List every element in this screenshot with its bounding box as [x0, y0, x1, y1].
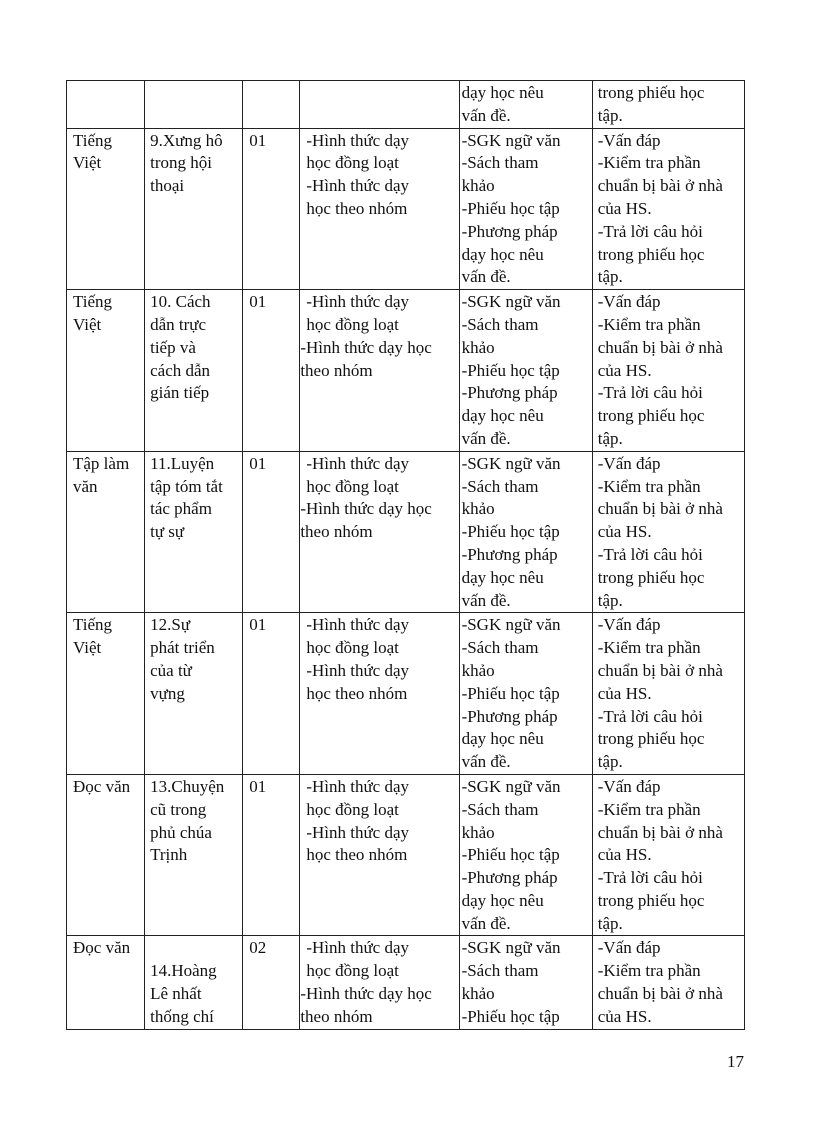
- cell-text-line: vấn đề.: [461, 913, 511, 933]
- cell-text-line: -Vấn đáp: [597, 615, 661, 635]
- cell-text-line: chuẩn bị bài ở nhà: [597, 822, 723, 842]
- cell-text-line: khảo: [461, 984, 495, 1004]
- cell-text-line: -Hình thức dạy: [306, 292, 410, 312]
- cell-text-line: -Sách tham: [461, 314, 539, 334]
- page-number: 17: [727, 1052, 744, 1071]
- cell-text-line: -Phiếu học tập: [461, 522, 560, 542]
- cell-text-line: Lê nhất: [150, 984, 202, 1004]
- lesson-cell: [145, 451, 243, 613]
- cell-text-line: thoại: [150, 176, 185, 196]
- cell-text-line: -Hình thức dạy: [306, 130, 410, 150]
- cell-text-line: tập.: [597, 105, 623, 125]
- cell-text-line: vựng: [150, 683, 185, 703]
- periods-cell: [243, 613, 300, 775]
- cell-text-line: Tiếng: [73, 292, 113, 312]
- table-row: [67, 451, 745, 613]
- cell-text-line: -Vấn đáp: [597, 292, 661, 312]
- table-row: [67, 81, 745, 129]
- cell-text-line: 14.Hoàng: [150, 961, 217, 981]
- periods-cell: [243, 290, 300, 452]
- cell-text-line: -Trả lời câu hỏi: [597, 868, 703, 888]
- cell-text-line: theo nhóm: [300, 360, 373, 380]
- cell-text-line: -Sách tham: [461, 799, 539, 819]
- cell-text-line: -Phiếu học tập: [461, 198, 560, 218]
- periods-cell: [243, 774, 300, 936]
- cell-text-line: học đồng loạt: [306, 314, 399, 334]
- cell-text-line: chuẩn bị bài ở nhà: [597, 660, 723, 680]
- cell-text-line: dạy học nêu: [461, 244, 544, 264]
- assessment-cell: [592, 81, 744, 129]
- cell-text-line: -Sách tham: [461, 961, 539, 981]
- cell-text-line: học đồng loạt: [306, 153, 399, 173]
- cell-text-line: -Hình thức dạy: [306, 176, 410, 196]
- cell-text-line: Việt: [73, 153, 102, 173]
- cell-text-line: khảo: [461, 822, 495, 842]
- cell-text-line: -Phương pháp: [461, 706, 558, 726]
- cell-text-line: -Phiếu học tập: [461, 845, 560, 865]
- cell-text-line: chuẩn bị bài ở nhà: [597, 499, 723, 519]
- cell-text-line: của HS.: [597, 360, 652, 380]
- cell-text-line: -Sách tham: [461, 476, 539, 496]
- cell-text-line: -Kiểm tra phần: [597, 961, 701, 981]
- periods-cell: [243, 451, 300, 613]
- cell-text-line: của HS.: [597, 845, 652, 865]
- cell-text-line: của HS.: [597, 522, 652, 542]
- cell-text-line: -Kiểm tra phần: [597, 476, 701, 496]
- cell-text-line: theo nhóm: [300, 1006, 373, 1026]
- cell-text-line: dạy học nêu: [461, 406, 544, 426]
- materials-cell: [459, 936, 592, 1029]
- cell-text-line: -Sách tham: [461, 153, 539, 173]
- cell-text-line: -Hình thức dạy: [306, 453, 410, 473]
- cell-text-line: dạy học nêu: [461, 729, 544, 749]
- cell-text-line: khảo: [461, 660, 495, 680]
- cell-text-line: thống chí: [150, 1006, 214, 1026]
- materials-cell: [459, 613, 592, 775]
- teaching-form-cell: [300, 451, 459, 613]
- cell-text-line: Đọc văn: [73, 938, 131, 958]
- cell-text-line: chuẩn bị bài ở nhà: [597, 984, 723, 1004]
- cell-text-line: tự sự: [150, 522, 185, 542]
- cell-text-line: khảo: [461, 337, 495, 357]
- materials-cell: [459, 774, 592, 936]
- cell-text-line: vấn đề.: [461, 267, 511, 287]
- cell-text-line: tác phẩm: [150, 499, 212, 519]
- cell-text-line: Tập làm: [73, 453, 130, 473]
- lesson-cell: [145, 128, 243, 290]
- subject-cell: [67, 613, 145, 775]
- cell-text-line: 13.Chuyện: [150, 776, 225, 796]
- materials-cell: [459, 290, 592, 452]
- cell-text-line: trong phiếu học: [597, 567, 705, 587]
- cell-text-line: Việt: [73, 638, 102, 658]
- cell-text-line: -Phương pháp: [461, 221, 558, 241]
- cell-text-line: học đồng loạt: [306, 961, 399, 981]
- subject-cell: [67, 451, 145, 613]
- cell-text-line: vấn đề.: [461, 590, 511, 610]
- cell-text-line: -Trả lời câu hỏi: [597, 706, 703, 726]
- teaching-form-cell: [300, 613, 459, 775]
- cell-text-line: dẫn trực: [150, 314, 207, 334]
- cell-text-line: trong phiếu học: [597, 83, 705, 102]
- assessment-cell: [592, 774, 744, 936]
- cell-text-line: -Vấn đáp: [597, 938, 661, 958]
- cell-text-line: -SGK ngữ văn: [461, 453, 561, 473]
- cell-text-line: 12.Sự: [150, 615, 191, 635]
- lesson-cell: [145, 774, 243, 936]
- cell-text-line: tập.: [597, 428, 623, 448]
- cell-text-line: -Hình thức dạy học: [300, 984, 432, 1004]
- table-row: [67, 613, 745, 775]
- cell-text-line: chuẩn bị bài ở nhà: [597, 337, 723, 357]
- cell-text-line: -SGK ngữ văn: [461, 938, 561, 958]
- assessment-cell: [592, 936, 744, 1029]
- periods-cell: [243, 936, 300, 1029]
- cell-text-line: -SGK ngữ văn: [461, 130, 561, 150]
- cell-text-line: dạy học nêu: [461, 83, 544, 102]
- periods-cell: [243, 81, 300, 129]
- cell-text-line: của HS.: [597, 198, 652, 218]
- subject-cell: [67, 128, 145, 290]
- cell-text-line: 9.Xưng hô: [150, 130, 223, 150]
- cell-text-line: khảo: [461, 499, 495, 519]
- cell-text-line: -Phương pháp: [461, 544, 558, 564]
- periods-cell: [243, 128, 300, 290]
- lesson-cell: [145, 613, 243, 775]
- cell-text-line: 01: [249, 292, 267, 312]
- cell-text-line: Tiếng: [73, 130, 113, 150]
- cell-text-line: -SGK ngữ văn: [461, 292, 561, 312]
- table-row: [67, 936, 745, 1029]
- cell-text-line: tập.: [597, 267, 623, 287]
- cell-text-line: 01: [249, 615, 267, 635]
- lesson-cell: [145, 81, 243, 129]
- cell-text-line: dạy học nêu: [461, 890, 544, 910]
- subject-cell: [67, 81, 145, 129]
- cell-text-line: tập tóm tắt: [150, 476, 223, 496]
- cell-text-line: trong phiếu học: [597, 406, 705, 426]
- lesson-cell: [145, 290, 243, 452]
- cell-text-line: học đồng loạt: [306, 638, 399, 658]
- cell-text-line: -Trả lời câu hỏi: [597, 544, 703, 564]
- lesson-cell: [145, 936, 243, 1029]
- cell-text-line: -Vấn đáp: [597, 453, 661, 473]
- assessment-cell: [592, 451, 744, 613]
- assessment-cell: [592, 290, 744, 452]
- cell-text-line: 01: [249, 776, 267, 796]
- cell-text-line: -Phiếu học tập: [461, 1006, 560, 1026]
- cell-text-line: -Kiểm tra phần: [597, 799, 701, 819]
- cell-text-line: cũ trong: [150, 799, 207, 819]
- cell-text-line: -Vấn đáp: [597, 130, 661, 150]
- cell-text-line: Tiếng: [73, 615, 113, 635]
- cell-text-line: tập.: [597, 752, 623, 772]
- cell-text-line: 10. Cách: [150, 292, 211, 312]
- cell-text-line: trong phiếu học: [597, 729, 705, 749]
- materials-cell: [459, 81, 592, 129]
- cell-text-line: -Hình thức dạy: [306, 660, 410, 680]
- cell-text-line: vấn đề.: [461, 752, 511, 772]
- cell-text-line: học đồng loạt: [306, 799, 399, 819]
- cell-text-line: -Trả lời câu hỏi: [597, 221, 703, 241]
- cell-text-line: của HS.: [597, 683, 652, 703]
- teaching-form-cell: [300, 936, 459, 1029]
- materials-cell: [459, 128, 592, 290]
- cell-text-line: trong phiếu học: [597, 244, 705, 264]
- subject-cell: [67, 290, 145, 452]
- cell-text-line: văn: [73, 476, 98, 496]
- cell-text-line: 01: [249, 130, 267, 150]
- cell-text-line: Trịnh: [150, 845, 188, 865]
- cell-text-line: Đọc văn: [73, 776, 131, 796]
- cell-text-line: chuẩn bị bài ở nhà: [597, 176, 723, 196]
- cell-text-line: tiếp và: [150, 337, 196, 357]
- table-row: [67, 128, 745, 290]
- cell-text-line: -Hình thức dạy: [306, 776, 410, 796]
- cell-text-line: -Trả lời câu hỏi: [597, 383, 703, 403]
- cell-text-line: theo nhóm: [300, 522, 373, 542]
- cell-text-line: trong hội: [150, 153, 212, 173]
- cell-text-line: -Hình thức dạy: [306, 615, 410, 635]
- subject-cell: [67, 774, 145, 936]
- cell-text-line: 01: [249, 453, 267, 473]
- cell-text-line: -Hình thức dạy: [306, 938, 410, 958]
- cell-text-line: phát triển: [150, 638, 215, 658]
- cell-text-line: -SGK ngữ văn: [461, 615, 561, 635]
- subject-cell: [67, 936, 145, 1029]
- teaching-form-cell: [300, 81, 459, 129]
- teaching-form-cell: [300, 290, 459, 452]
- cell-text-line: -SGK ngữ văn: [461, 776, 561, 796]
- lesson-plan-body: [67, 81, 745, 1030]
- cell-text-line: -Vấn đáp: [597, 776, 661, 796]
- cell-text-line: học theo nhóm: [306, 683, 408, 703]
- cell-text-line: -Sách tham: [461, 638, 539, 658]
- cell-text-line: của từ: [150, 660, 192, 680]
- cell-text-line: Việt: [73, 314, 102, 334]
- assessment-cell: [592, 128, 744, 290]
- cell-text-line: -Kiểm tra phần: [597, 314, 701, 334]
- teaching-form-cell: [300, 774, 459, 936]
- table-row: [67, 774, 745, 936]
- cell-text-line: -Kiểm tra phần: [597, 638, 701, 658]
- cell-text-line: vấn đề.: [461, 105, 511, 125]
- cell-text-line: học theo nhóm: [306, 198, 408, 218]
- cell-text-line: -Kiểm tra phần: [597, 153, 701, 173]
- materials-cell: [459, 451, 592, 613]
- cell-text-line: -Phương pháp: [461, 383, 558, 403]
- cell-text-line: học đồng loạt: [306, 476, 399, 496]
- cell-text-line: dạy học nêu: [461, 567, 544, 587]
- cell-text-line: của HS.: [597, 1006, 652, 1026]
- cell-text-line: trong phiếu học: [597, 890, 705, 910]
- lesson-plan-table: [66, 80, 745, 1030]
- cell-text-line: -Phiếu học tập: [461, 360, 560, 380]
- cell-text-line: -Hình thức dạy: [306, 822, 410, 842]
- cell-text-line: -Phiếu học tập: [461, 683, 560, 703]
- cell-text-line: vấn đề.: [461, 428, 511, 448]
- cell-text-line: -Hình thức dạy học: [300, 499, 432, 519]
- cell-text-line: học theo nhóm: [306, 845, 408, 865]
- cell-text-line: khảo: [461, 176, 495, 196]
- cell-text-line: 02: [249, 938, 267, 958]
- assessment-cell: [592, 613, 744, 775]
- cell-text-line: gián tiếp: [150, 383, 210, 403]
- cell-text-line: 11.Luyện: [150, 453, 215, 473]
- cell-text-line: tập.: [597, 590, 623, 610]
- cell-text-line: -Hình thức dạy học: [300, 337, 432, 357]
- cell-text-line: phủ chúa: [150, 822, 212, 842]
- cell-text-line: tập.: [597, 913, 623, 933]
- cell-text-line: -Phương pháp: [461, 868, 558, 888]
- teaching-form-cell: [300, 128, 459, 290]
- cell-text-line: cách dẫn: [150, 360, 211, 380]
- table-row: [67, 290, 745, 452]
